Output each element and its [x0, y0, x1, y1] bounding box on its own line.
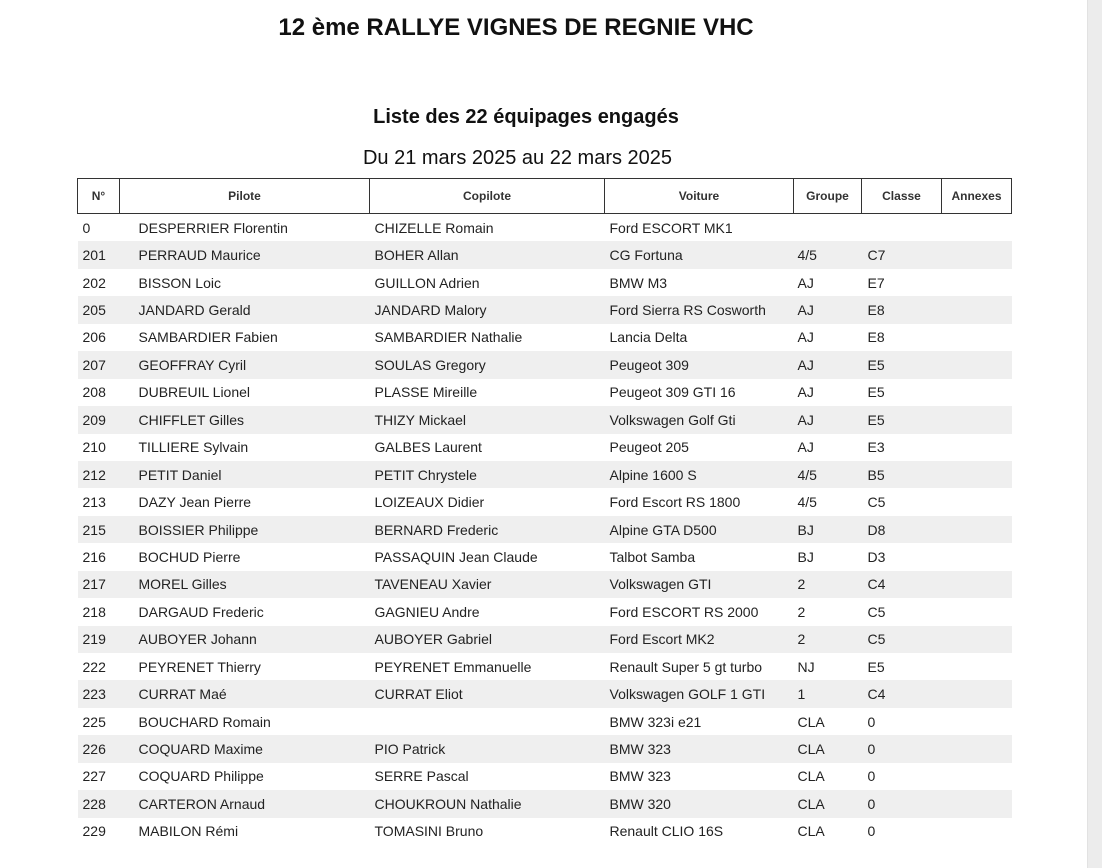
- cell-classe: 0: [867, 768, 876, 785]
- cell-voiture: Peugeot 309: [605, 351, 794, 378]
- cell-classe: E5: [867, 384, 885, 401]
- cell-classe: C5: [867, 494, 886, 511]
- cell-pilote: GEOFFRAY Cyril: [120, 351, 370, 378]
- cell-voiture: BMW 323: [609, 768, 671, 785]
- cell-voiture: Alpine 1600 S: [605, 461, 794, 488]
- cell-copilote: [370, 708, 605, 735]
- cell-voiture: BMW 320: [605, 790, 794, 817]
- cell-num: 208: [82, 384, 106, 401]
- cell-pilote: DESPERRIER Florentin: [138, 219, 288, 236]
- cell-voiture: BMW 323i e21: [609, 713, 702, 730]
- cell-classe: E3: [867, 439, 885, 456]
- table-row: [78, 461, 1012, 488]
- table-row: [78, 379, 1012, 406]
- table-row: [78, 488, 1012, 515]
- cell-annexes: [942, 571, 1012, 598]
- cell-groupe: CLA: [794, 735, 862, 762]
- cell-num: 209: [78, 406, 120, 433]
- cell-groupe: CLA: [797, 768, 825, 785]
- cell-pilote: DAZY Jean Pierre: [138, 494, 252, 511]
- cell-copilote: PASSAQUIN Jean Claude: [374, 548, 538, 565]
- cell-voiture: Alpine GTA D500: [605, 516, 794, 543]
- table-row: [78, 598, 1012, 625]
- cell-annexes: [942, 214, 1012, 242]
- cell-num: 207: [78, 351, 120, 378]
- cell-pilote: CURRAT Maé: [120, 680, 370, 707]
- table-row: [78, 790, 1012, 817]
- cell-groupe: BJ: [794, 516, 862, 543]
- cell-num: 226: [78, 735, 120, 762]
- cell-num: 222: [82, 658, 106, 675]
- cell-copilote: THIZY Mickael: [370, 406, 605, 433]
- table-row: [78, 708, 1012, 735]
- table-row: [78, 269, 1012, 296]
- cell-groupe: 4/5: [794, 461, 862, 488]
- document-subtitle: Liste des 22 équipages engagés: [373, 106, 679, 128]
- cell-annexes: [942, 653, 1012, 680]
- cell-pilote: DARGAUD Frederic: [138, 603, 264, 620]
- cell-voiture: BMW 323: [605, 735, 794, 762]
- header-num: N°: [78, 179, 120, 214]
- cell-copilote: CHIZELLE Romain: [374, 219, 494, 236]
- cell-num: 228: [78, 790, 120, 817]
- cell-copilote: CURRAT Eliot: [370, 680, 605, 707]
- cell-copilote: TOMASINI Bruno: [374, 823, 484, 840]
- table-row: [78, 543, 1012, 570]
- cell-classe: E5: [862, 406, 942, 433]
- cell-voiture: Ford Escort RS 1800: [609, 494, 741, 511]
- cell-pilote: TILLIERE Sylvain: [138, 439, 249, 456]
- cell-classe: D8: [862, 516, 942, 543]
- cell-voiture: Ford Sierra RS Cosworth: [605, 296, 794, 323]
- document-title: 12 ème RALLYE VIGNES DE REGNIE VHC: [278, 14, 754, 41]
- cell-annexes: [942, 763, 1012, 790]
- table-row: [78, 735, 1012, 762]
- cell-voiture: Lancia Delta: [609, 329, 688, 346]
- cell-copilote: PETIT Chrystele: [370, 461, 605, 488]
- table-row: [78, 406, 1012, 433]
- cell-annexes: [942, 351, 1012, 378]
- cell-copilote: SAMBARDIER Nathalie: [374, 329, 523, 346]
- cell-voiture: Ford ESCORT MK1: [609, 219, 733, 236]
- cell-num: 202: [82, 274, 106, 291]
- table-row: [78, 241, 1012, 268]
- cell-groupe: NJ: [797, 658, 815, 675]
- cell-classe: C4: [862, 680, 942, 707]
- cell-copilote: LOIZEAUX Didier: [374, 494, 485, 511]
- cell-annexes: [942, 379, 1012, 406]
- cell-classe: E5: [867, 658, 885, 675]
- entries-table: [77, 178, 1012, 845]
- cell-num: 219: [78, 626, 120, 653]
- cell-annexes: [942, 488, 1012, 515]
- cell-num: 201: [78, 241, 120, 268]
- cell-annexes: [942, 241, 1012, 268]
- table-row: [78, 763, 1012, 790]
- cell-classe: E8: [862, 296, 942, 323]
- cell-groupe: AJ: [797, 329, 814, 346]
- table-row: [78, 351, 1012, 378]
- cell-pilote: BOISSIER Philippe: [120, 516, 370, 543]
- cell-groupe: CLA: [797, 713, 825, 730]
- cell-voiture: Ford ESCORT RS 2000: [609, 603, 759, 620]
- cell-copilote: GALBES Laurent: [374, 439, 482, 456]
- cell-voiture: Volkswagen GTI: [605, 571, 794, 598]
- cell-pilote: CARTERON Arnaud: [120, 790, 370, 817]
- cell-pilote: CHIFFLET Gilles: [120, 406, 370, 433]
- cell-annexes: [942, 735, 1012, 762]
- cell-classe: D3: [867, 548, 886, 565]
- event-dates: Du 21 mars 2025 au 22 mars 2025: [362, 147, 673, 169]
- cell-annexes: [942, 790, 1012, 817]
- cell-groupe: 4/5: [797, 494, 817, 511]
- cell-groupe: AJ: [797, 384, 814, 401]
- cell-copilote: TAVENEAU Xavier: [370, 571, 605, 598]
- cell-annexes: [942, 461, 1012, 488]
- table-row: [78, 324, 1012, 351]
- cell-copilote: PLASSE Mireille: [374, 384, 478, 401]
- header-copilote: Copilote: [370, 179, 605, 214]
- cell-classe: E5: [862, 351, 942, 378]
- table-row: [78, 571, 1012, 598]
- cell-voiture: Renault CLIO 16S: [609, 823, 724, 840]
- cell-copilote: PEYRENET Emmanuelle: [374, 658, 532, 675]
- header-groupe: Groupe: [794, 179, 862, 214]
- cell-annexes: [942, 324, 1012, 351]
- cell-groupe: AJ: [794, 406, 862, 433]
- cell-pilote: JANDARD Gerald: [120, 296, 370, 323]
- cell-groupe: 2: [794, 571, 862, 598]
- cell-num: 212: [78, 461, 120, 488]
- cell-groupe: AJ: [797, 274, 814, 291]
- table-row: [78, 680, 1012, 707]
- cell-groupe: AJ: [794, 351, 862, 378]
- cell-groupe: BJ: [797, 548, 814, 565]
- cell-classe: 0: [867, 713, 876, 730]
- cell-annexes: [942, 680, 1012, 707]
- cell-pilote: MABILON Rémi: [138, 823, 239, 840]
- table-row: [78, 653, 1012, 680]
- cell-pilote: COQUARD Philippe: [138, 768, 264, 785]
- cell-pilote: PEYRENET Thierry: [138, 658, 261, 675]
- cell-voiture: Volkswagen GOLF 1 GTI: [605, 680, 794, 707]
- cell-num: 215: [78, 516, 120, 543]
- cell-num: 218: [82, 603, 106, 620]
- cell-classe: C5: [862, 626, 942, 653]
- cell-voiture: Renault Super 5 gt turbo: [609, 658, 763, 675]
- header-voiture: Voiture: [605, 179, 794, 214]
- cell-voiture: Peugeot 309 GTI 16: [609, 384, 736, 401]
- cell-num: 217: [78, 571, 120, 598]
- table-row: [78, 214, 1012, 242]
- cell-copilote: AUBOYER Gabriel: [370, 626, 605, 653]
- table-row: [78, 296, 1012, 323]
- cell-voiture: BMW M3: [609, 274, 668, 291]
- cell-copilote: BOHER Allan: [370, 241, 605, 268]
- cell-num: 223: [78, 680, 120, 707]
- table-row: [78, 818, 1012, 845]
- cell-classe: [862, 214, 942, 242]
- cell-annexes: [942, 598, 1012, 625]
- cell-copilote: SOULAS Gregory: [370, 351, 605, 378]
- table-header-row: [78, 179, 1012, 214]
- cell-copilote: CHOUKROUN Nathalie: [370, 790, 605, 817]
- cell-pilote: BISSON Loic: [138, 274, 221, 291]
- cell-voiture: Ford Escort MK2: [605, 626, 794, 653]
- header-annexes: Annexes: [942, 179, 1012, 214]
- cell-pilote: PERRAUD Maurice: [120, 241, 370, 268]
- cell-annexes: [942, 406, 1012, 433]
- cell-classe: E7: [867, 274, 885, 291]
- cell-num: 227: [82, 768, 106, 785]
- cell-pilote: MOREL Gilles: [120, 571, 370, 598]
- vertical-scrollbar[interactable]: [1087, 0, 1102, 868]
- cell-num: 229: [82, 823, 106, 840]
- cell-copilote: GUILLON Adrien: [374, 274, 480, 291]
- cell-copilote: GAGNIEU Andre: [374, 603, 480, 620]
- cell-classe: 0: [867, 823, 876, 840]
- cell-groupe: 2: [797, 603, 806, 620]
- cell-voiture: Peugeot 205: [609, 439, 689, 456]
- cell-voiture: CG Fortuna: [605, 241, 794, 268]
- cell-pilote: BOUCHARD Romain: [138, 713, 271, 730]
- cell-groupe: AJ: [794, 296, 862, 323]
- cell-voiture: Talbot Samba: [609, 548, 696, 565]
- cell-copilote: PIO Patrick: [370, 735, 605, 762]
- table-body: [78, 214, 1012, 846]
- cell-num: 225: [82, 713, 106, 730]
- cell-groupe: AJ: [797, 439, 814, 456]
- cell-annexes: [942, 269, 1012, 296]
- cell-classe: 0: [862, 735, 942, 762]
- header-pilote: Pilote: [120, 179, 370, 214]
- cell-groupe: [794, 214, 862, 242]
- cell-pilote: AUBOYER Johann: [120, 626, 370, 653]
- cell-num: 206: [82, 329, 106, 346]
- cell-classe: C4: [862, 571, 942, 598]
- cell-pilote: DUBREUIL Lionel: [138, 384, 251, 401]
- table-row: [78, 626, 1012, 653]
- cell-num: 0: [82, 219, 91, 236]
- cell-groupe: 4/5: [794, 241, 862, 268]
- cell-copilote: SERRE Pascal: [374, 768, 469, 785]
- cell-groupe: 1: [794, 680, 862, 707]
- cell-annexes: [942, 543, 1012, 570]
- cell-classe: 0: [862, 790, 942, 817]
- cell-pilote: SAMBARDIER Fabien: [138, 329, 278, 346]
- cell-pilote: PETIT Daniel: [120, 461, 370, 488]
- cell-classe: E8: [867, 329, 885, 346]
- cell-annexes: [942, 296, 1012, 323]
- cell-num: 213: [82, 494, 106, 511]
- cell-groupe: 2: [794, 626, 862, 653]
- cell-num: 210: [82, 439, 106, 456]
- cell-num: 216: [82, 548, 106, 565]
- cell-copilote: BERNARD Frederic: [370, 516, 605, 543]
- cell-groupe: CLA: [794, 790, 862, 817]
- cell-annexes: [942, 516, 1012, 543]
- cell-annexes: [942, 626, 1012, 653]
- cell-groupe: CLA: [797, 823, 825, 840]
- table-row: [78, 516, 1012, 543]
- cell-num: 205: [78, 296, 120, 323]
- cell-annexes: [942, 818, 1012, 845]
- cell-classe: C5: [867, 603, 886, 620]
- cell-pilote: COQUARD Maxime: [120, 735, 370, 762]
- header-classe: Classe: [862, 179, 942, 214]
- cell-classe: C7: [862, 241, 942, 268]
- cell-annexes: [942, 434, 1012, 461]
- table-row: [78, 434, 1012, 461]
- cell-annexes: [942, 708, 1012, 735]
- cell-classe: B5: [862, 461, 942, 488]
- cell-voiture: Volkswagen Golf Gti: [605, 406, 794, 433]
- cell-copilote: JANDARD Malory: [370, 296, 605, 323]
- cell-pilote: BOCHUD Pierre: [138, 548, 241, 565]
